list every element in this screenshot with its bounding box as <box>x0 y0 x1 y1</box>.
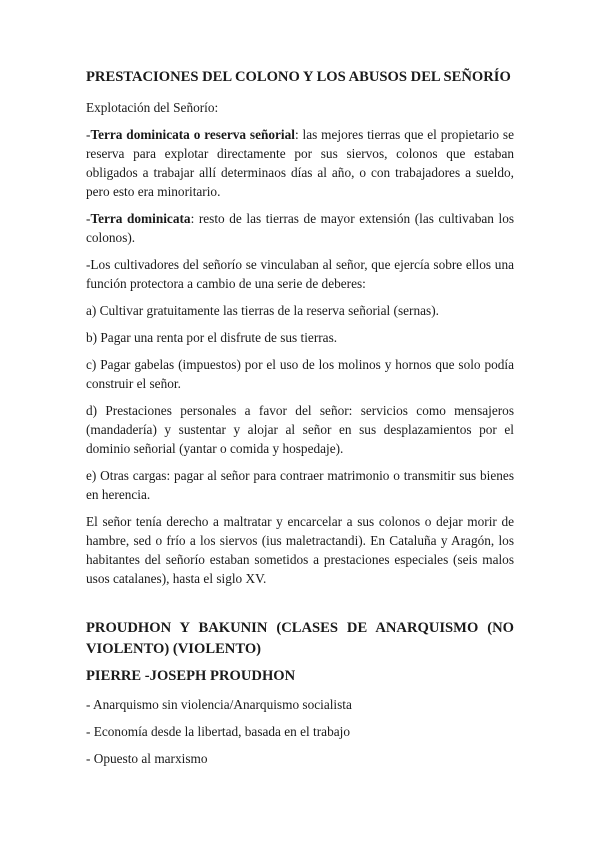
terra-reserva-prefix: - <box>86 127 91 142</box>
terra-dominicata-term: Terra dominicata <box>90 211 191 226</box>
deber-item-d: d) Prestaciones personales a favor del señor: servicios como mensajeros (mandadería) y sustentar y alojar al señor en sus desplazamientos por el dominio señorial (yantar o comida y hospedaje). <box>86 403 514 456</box>
deber-item-e: e) Otras cargas: pagar al señor para contraer matrimonio o transmitir sus bienes en herencia. <box>86 468 514 502</box>
terra-dominicata-paragraph <box>86 209 514 247</box>
section-spacer <box>86 596 514 618</box>
proudhon-point-3: - Opuesto al marxismo <box>86 751 208 766</box>
terra-reserva-term: Terra dominicata o reserva señorial <box>90 127 295 142</box>
section2-title: PROUDHON Y BAKUNIN (CLASES DE ANARQUISMO (NO VIOLENTO) (VIOLENTO) <box>86 620 514 657</box>
section-title: PRESTACIONES DEL COLONO Y LOS ABUSOS DEL SEÑORÍO <box>86 69 511 85</box>
deber-item-a: a) Cultivar gratuitamente las tierras de la reserva señorial (sernas). <box>86 303 439 318</box>
terra-reserva-paragraph <box>86 125 514 201</box>
section2-subtitle: PIERRE -JOSEPH PROUDHON <box>86 668 296 684</box>
document-body <box>86 66 514 776</box>
terra-dominicata-text: : resto de las tierras de mayor extensión (las cultivaban los colonos). <box>86 211 515 245</box>
deber-item-b: b) Pagar una renta por el disfrute de sus tierras. <box>86 330 338 345</box>
abusos-paragraph: El señor tenía derecho a maltratar y encarcelar a sus colonos o dejar morir de hambre, sed o frío a los siervos (ius maletractandi). En Cataluña y Aragón, los habitantes del señorío estaban sometidos a prestaciones especiales (seis malos usos catalanes), hasta el siglo XV. <box>86 514 514 586</box>
terra-dominicata-prefix: - <box>86 211 91 226</box>
terra-reserva-text: : las mejores tierras que el propietario se reserva para explotar directamente por sus siervos, colonos que estaban obligados a trabajar allí determinaos días al año, o con trabajadores a sueldo, pero esto era minoritario. <box>86 127 514 199</box>
deber-item-c: c) Pagar gabelas (impuestos) por el uso de los molinos y hornos que solo podía construir el señor. <box>86 357 514 391</box>
cultivadores-paragraph: -Los cultivadores del señorío se vinculaban al señor, que ejercía sobre ellos una función protectora a cambio de una serie de deberes: <box>86 257 514 291</box>
intro-line: Explotación del Señorío: <box>86 100 219 115</box>
proudhon-point-1: - Anarquismo sin violencia/Anarquismo socialista <box>86 697 352 712</box>
proudhon-point-2: - Economía desde la libertad, basada en el trabajo <box>86 724 350 739</box>
